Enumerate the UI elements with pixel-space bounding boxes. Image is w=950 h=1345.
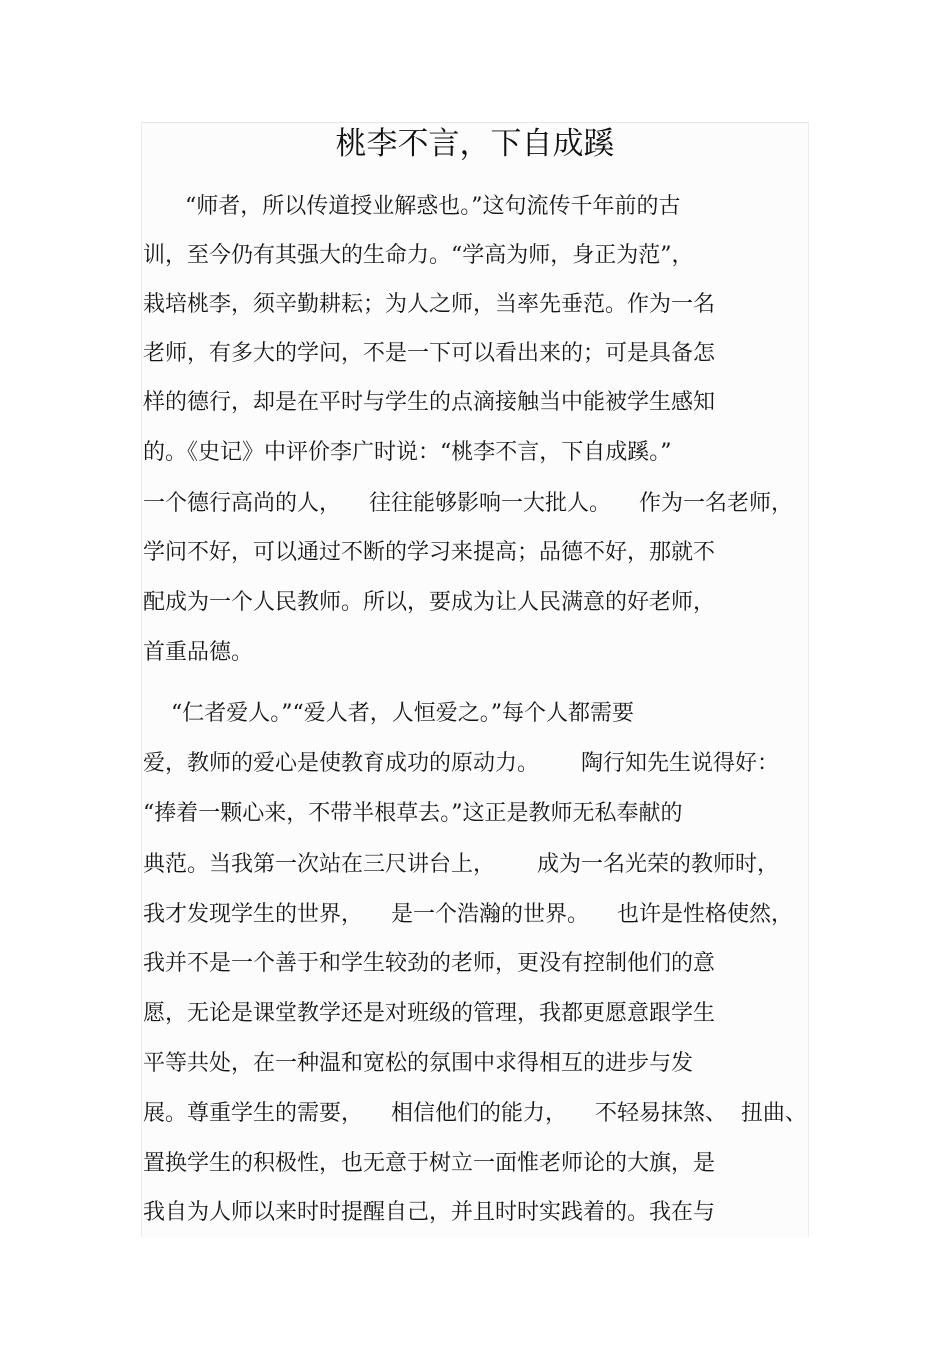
paragraph-1-line-9: 配成为一个人民教师。所以，要成为让人民满意的好老师， bbox=[143, 590, 716, 615]
paragraph-2-line-5: 我才发现学生的世界， 是一个浩瀚的世界。 也许是性格使然， bbox=[143, 902, 793, 927]
paragraph-2-line-3: “捧着一颗心来，不带半根草去。”这正是教师无私奉献的 bbox=[143, 801, 683, 826]
paragraph-1-line-1: “师者，所以传道授业解惑也。”这句流传千年前的古 bbox=[143, 194, 681, 219]
paragraph-1-line-7: 一个德行高尚的人， 往往能够影响一大批人。 作为一名老师， bbox=[143, 491, 793, 516]
paragraph-2-line-6: 我并不是一个善于和学生较劲的老师，更没有控制他们的意 bbox=[143, 951, 716, 976]
paragraph-1-line-3: 栽培桃李，须辛勤耕耘；为人之师，当率先垂范。作为一名 bbox=[143, 292, 716, 317]
paragraph-1-line-4: 老师，有多大的学问，不是一下可以看出来的；可是具备怎 bbox=[143, 341, 716, 366]
document-title: 桃李不言，下自成蹊 bbox=[335, 126, 615, 162]
paragraph-2-line-9: 展。尊重学生的需要， 相信他们的能力， 不轻易抹煞、 扭曲、 bbox=[143, 1101, 807, 1126]
paragraph-2-line-8: 平等共处，在一种温和宽松的氛围中求得相互的进步与发 bbox=[143, 1051, 694, 1076]
paragraph-2-line-2: 爱，教师的爱心是使教育成功的原动力。 陶行知先生说得好： bbox=[143, 751, 779, 776]
paragraph-1-line-6: 的。《史记》中评价李广时说：“桃李不言，下自成蹊。” bbox=[143, 440, 672, 465]
paragraph-2-line-1: “仁者爱人。”“爱人者，人恒爱之。”每个人都需要 bbox=[143, 701, 634, 726]
paragraph-2-line-11: 我自为人师以来时时提醒自己，并且时时实践着的。我在与 bbox=[143, 1200, 716, 1225]
paragraph-2-line-4: 典范。当我第一次站在三尺讲台上， 成为一名光荣的教师时， bbox=[143, 852, 779, 877]
paragraph-2-line-10: 置换学生的积极性，也无意于树立一面惟老师论的大旗，是 bbox=[143, 1151, 716, 1176]
paragraph-1-line-5: 样的德行，却是在平时与学生的点滴接触当中能被学生感知 bbox=[143, 390, 716, 415]
paragraph-1-line-8: 学问不好，可以通过不断的学习来提高；品德不好，那就不 bbox=[143, 540, 716, 565]
paragraph-1-line-2: 训，至今仍有其强大的生命力。“学高为师，身正为范”， bbox=[143, 243, 694, 268]
paragraph-1-line-10: 首重品德。 bbox=[143, 640, 254, 665]
paragraph-2-line-7: 愿，无论是课堂教学还是对班级的管理，我都更愿意跟学生 bbox=[143, 1001, 716, 1026]
